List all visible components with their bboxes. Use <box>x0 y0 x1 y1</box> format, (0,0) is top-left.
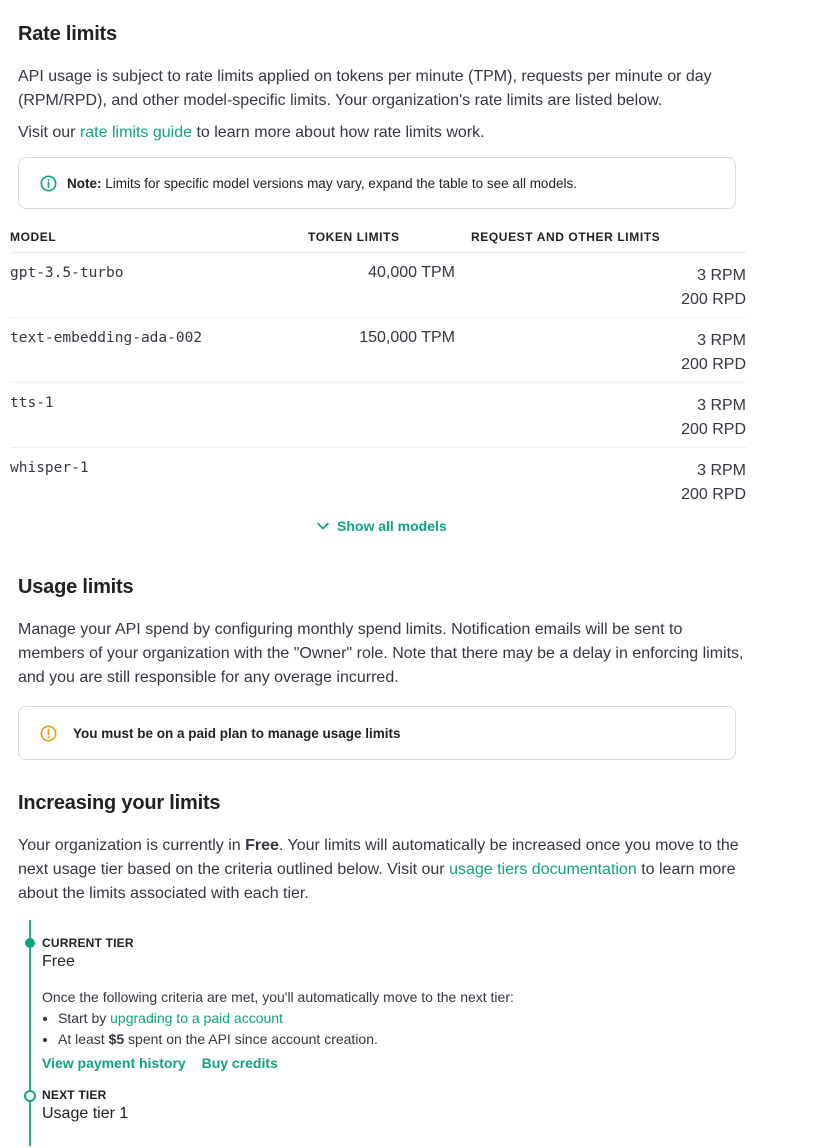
show-all-models-button[interactable] <box>316 518 447 534</box>
tier-actions <box>42 1055 278 1071</box>
buy-credits-link[interactable]: Buy credits <box>201 1055 278 1071</box>
criteria-2-amount: $5 <box>108 1031 125 1047</box>
token-limit: 150,000 TPM <box>359 329 455 346</box>
model-name: gpt-3.5-turbo <box>10 265 124 281</box>
criteria-1-prefix: Start by <box>58 1010 111 1026</box>
paid-plan-warning <box>18 706 736 760</box>
next-tier-name: Usage tier 1 <box>42 1105 129 1122</box>
model-note-box <box>18 157 736 209</box>
rpm-value: 3 RPM <box>697 462 746 479</box>
upgrade-paid-account-link[interactable]: upgrading to a paid account <box>110 1010 283 1026</box>
rpd-value: 200 RPD <box>681 486 746 503</box>
visit-prefix: Visit our <box>18 124 80 141</box>
column-model: MODEL <box>10 230 57 244</box>
current-tier-inline: Free <box>245 837 279 854</box>
increasing-limits-heading: Increasing your limits <box>18 792 221 814</box>
request-limits <box>681 329 746 377</box>
current-tier-marker <box>25 938 35 948</box>
list-item <box>58 1029 378 1050</box>
model-name: whisper-1 <box>10 460 89 476</box>
model-name: text-embedding-ada-002 <box>10 330 203 346</box>
criteria-2-prefix: At least <box>58 1031 109 1047</box>
request-limits <box>681 394 746 442</box>
current-tier-name: Free <box>42 953 75 970</box>
table-row <box>10 318 746 383</box>
criteria-intro: Once the following criteria are met, you'll automatically move to the next tier: <box>42 989 514 1005</box>
next-tier-marker <box>24 1090 36 1102</box>
list-item <box>58 1008 378 1029</box>
show-all-models-label: Show all models <box>337 518 447 534</box>
note-text <box>67 176 577 191</box>
table-row <box>10 448 746 512</box>
column-request-limits: REQUEST AND OTHER LIMITS <box>471 230 661 244</box>
rpd-value: 200 RPD <box>681 356 746 373</box>
rate-limits-table <box>10 222 746 512</box>
tier-text-2: . Your limits will automatically be increased once you move to the next usage tier based on the criteria outlined below. Visit our <box>18 837 739 878</box>
note-label: Note: <box>67 175 102 191</box>
column-token-limits: TOKEN LIMITS <box>308 230 400 244</box>
rate-limits-guide-link[interactable]: rate limits guide <box>79 124 192 141</box>
note-body: Limits for specific model versions may vary, expand the table to see all models. <box>101 175 577 191</box>
rpm-value: 3 RPM <box>697 267 746 284</box>
warning-icon <box>39 724 57 742</box>
criteria-list <box>42 1008 378 1050</box>
tier-text-1: Your organization is currently in <box>18 837 246 854</box>
view-payment-history-link[interactable]: View payment history <box>42 1055 186 1071</box>
next-tier-label: NEXT TIER <box>42 1088 107 1102</box>
table-row <box>10 253 746 318</box>
rpd-value: 200 RPD <box>681 421 746 438</box>
usage-limits-heading: Usage limits <box>18 576 134 598</box>
table-header <box>10 222 746 253</box>
model-name: tts-1 <box>10 395 54 411</box>
rpm-value: 3 RPM <box>697 332 746 349</box>
visit-suffix: to learn more about how rate limits work. <box>192 124 485 141</box>
request-limits <box>681 459 746 507</box>
tier-timeline <box>29 920 31 1146</box>
usage-tiers-docs-link[interactable]: usage tiers documentation <box>449 861 637 878</box>
current-tier-label: CURRENT TIER <box>42 936 134 950</box>
tier-text-3: to learn more about the limits associated with each tier. <box>18 861 736 902</box>
chevron-down-icon <box>316 519 330 533</box>
usage-limits-text: Manage your API spend by configuring monthly spend limits. Notification emails will be sent to members of your organization with the "Owner" role. Note that there may be a delay in enforcing limits, and you are still responsible for any overage incurred. <box>18 621 744 686</box>
rpm-value: 3 RPM <box>697 397 746 414</box>
token-limit: 40,000 TPM <box>368 264 455 281</box>
increasing-limits-text <box>18 834 748 906</box>
rate-limits-guide-line <box>18 121 748 145</box>
table-row <box>10 383 746 448</box>
criteria-2-suffix: spent on the API since account creation. <box>124 1031 378 1047</box>
rate-limits-heading: Rate limits <box>18 23 117 45</box>
request-limits <box>681 264 746 312</box>
rate-limits-intro: API usage is subject to rate limits applied on tokens per minute (TPM), requests per minute or day (RPM/RPD), and other model-specific limits. Your organization's rate limits are listed below. <box>18 68 712 109</box>
rpd-value: 200 RPD <box>681 291 746 308</box>
paid-plan-warning-text: You must be on a paid plan to manage usage limits <box>73 725 401 741</box>
info-icon <box>39 174 57 192</box>
